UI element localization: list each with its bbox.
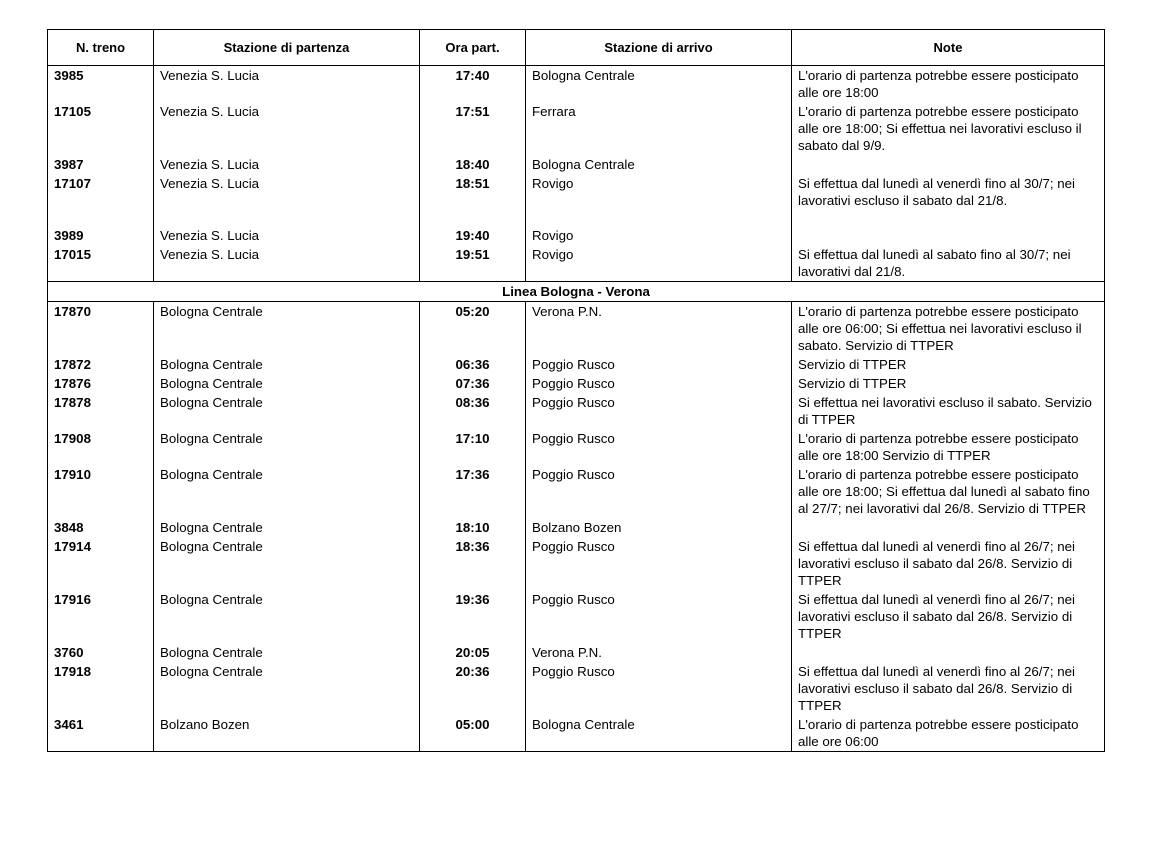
train-row xyxy=(48,465,1105,518)
note xyxy=(792,518,1105,537)
departure-station: Bologna Centrale xyxy=(154,429,420,465)
arrival-station: Rovigo xyxy=(526,226,792,245)
departure-station: Venezia S. Lucia xyxy=(154,245,420,282)
arrival-station: Verona P.N. xyxy=(526,643,792,662)
arrival-station: Bolzano Bozen xyxy=(526,518,792,537)
arrival-station: Poggio Rusco xyxy=(526,537,792,590)
departure-station: Bologna Centrale xyxy=(154,662,420,715)
departure-time: 19:36 xyxy=(420,590,526,643)
train-row xyxy=(48,518,1105,537)
train-row xyxy=(48,662,1105,715)
note: Si effettua dal lunedì al venerdì fino al 26/7; nei lavorativi escluso il sabato dal 26/8. Servizio di TTPER xyxy=(792,662,1105,715)
departure-station: Bologna Centrale xyxy=(154,537,420,590)
note: Si effettua dal lunedì al venerdì fino al 26/7; nei lavorativi escluso il sabato dal 26/8. Servizio di TTPER xyxy=(792,590,1105,643)
header-train-number: N. treno xyxy=(48,30,154,66)
header-row xyxy=(48,30,1105,66)
departure-time: 20:36 xyxy=(420,662,526,715)
train-number: 17918 xyxy=(48,662,154,715)
header-arrival-station: Stazione di arrivo xyxy=(526,30,792,66)
train-row xyxy=(48,590,1105,643)
gap-cell xyxy=(526,210,792,226)
header-departure-time: Ora part. xyxy=(420,30,526,66)
train-number: 17914 xyxy=(48,537,154,590)
note: L'orario di partenza potrebbe essere posticipato alle ore 06:00 xyxy=(792,715,1105,752)
note xyxy=(792,226,1105,245)
train-row xyxy=(48,429,1105,465)
gap-cell xyxy=(792,210,1105,226)
train-number: 3760 xyxy=(48,643,154,662)
note: Si effettua dal lunedì al venerdì fino al 26/7; nei lavorativi escluso il sabato dal 26/8. Servizio di TTPER xyxy=(792,537,1105,590)
departure-station: Venezia S. Lucia xyxy=(154,226,420,245)
arrival-station: Poggio Rusco xyxy=(526,355,792,374)
note: Si effettua dal lunedì al sabato fino al 30/7; nei lavorativi dal 21/8. xyxy=(792,245,1105,282)
arrival-station: Poggio Rusco xyxy=(526,465,792,518)
departure-station: Bologna Centrale xyxy=(154,302,420,356)
note: Si effettua nei lavorativi escluso il sabato. Servizio di TTPER xyxy=(792,393,1105,429)
timetable xyxy=(47,29,1105,752)
train-row xyxy=(48,174,1105,210)
train-number: 3989 xyxy=(48,226,154,245)
departure-time: 18:40 xyxy=(420,155,526,174)
section-bologna-verona xyxy=(48,302,1105,752)
departure-station: Bologna Centrale xyxy=(154,643,420,662)
note: L'orario di partenza potrebbe essere posticipato alle ore 18:00 Servizio di TTPER xyxy=(792,429,1105,465)
departure-time: 06:36 xyxy=(420,355,526,374)
train-number: 3987 xyxy=(48,155,154,174)
note: Servizio di TTPER xyxy=(792,355,1105,374)
departure-time: 17:40 xyxy=(420,66,526,103)
arrival-station: Rovigo xyxy=(526,245,792,282)
arrival-station: Poggio Rusco xyxy=(526,662,792,715)
departure-time: 05:00 xyxy=(420,715,526,752)
note: L'orario di partenza potrebbe essere posticipato alle ore 18:00 xyxy=(792,66,1105,103)
departure-station: Venezia S. Lucia xyxy=(154,66,420,103)
train-number: 17878 xyxy=(48,393,154,429)
departure-station: Bologna Centrale xyxy=(154,518,420,537)
header-notes: Note xyxy=(792,30,1105,66)
arrival-station: Verona P.N. xyxy=(526,302,792,356)
gap-cell xyxy=(420,210,526,226)
departure-station: Venezia S. Lucia xyxy=(154,174,420,210)
train-row xyxy=(48,393,1105,429)
train-number: 3848 xyxy=(48,518,154,537)
gap-cell xyxy=(154,210,420,226)
section-divider xyxy=(48,282,1105,302)
departure-time: 18:10 xyxy=(420,518,526,537)
row-gap xyxy=(48,210,1105,226)
departure-time: 17:36 xyxy=(420,465,526,518)
note: Servizio di TTPER xyxy=(792,374,1105,393)
note: L'orario di partenza potrebbe essere posticipato alle ore 18:00; Si effettua dal lunedì al sabato fino al 27/7; nei lavorativi dal 26/8. Servizio di TTPER xyxy=(792,465,1105,518)
departure-time: 07:36 xyxy=(420,374,526,393)
departure-station: Bologna Centrale xyxy=(154,590,420,643)
train-row xyxy=(48,245,1105,282)
train-number: 17876 xyxy=(48,374,154,393)
header-departure-station: Stazione di partenza xyxy=(154,30,420,66)
departure-time: 19:51 xyxy=(420,245,526,282)
arrival-station: Ferrara xyxy=(526,102,792,155)
train-row xyxy=(48,102,1105,155)
departure-station: Bologna Centrale xyxy=(154,465,420,518)
section-venezia xyxy=(48,66,1105,282)
section-title: Linea Bologna - Verona xyxy=(48,282,1105,302)
departure-station: Bologna Centrale xyxy=(154,374,420,393)
departure-time: 05:20 xyxy=(420,302,526,356)
train-number: 17105 xyxy=(48,102,154,155)
departure-time: 19:40 xyxy=(420,226,526,245)
train-number: 3461 xyxy=(48,715,154,752)
train-number: 17910 xyxy=(48,465,154,518)
note: L'orario di partenza potrebbe essere posticipato alle ore 06:00; Si effettua nei lavorativi escluso il sabato. Servizio di TTPER xyxy=(792,302,1105,356)
train-row xyxy=(48,715,1105,752)
train-number: 17908 xyxy=(48,429,154,465)
train-row xyxy=(48,66,1105,103)
arrival-station: Rovigo xyxy=(526,174,792,210)
train-number: 17916 xyxy=(48,590,154,643)
arrival-station: Bologna Centrale xyxy=(526,155,792,174)
departure-station: Venezia S. Lucia xyxy=(154,155,420,174)
departure-station: Bolzano Bozen xyxy=(154,715,420,752)
departure-time: 17:51 xyxy=(420,102,526,155)
train-number: 17872 xyxy=(48,355,154,374)
arrival-station: Poggio Rusco xyxy=(526,374,792,393)
departure-time: 17:10 xyxy=(420,429,526,465)
arrival-station: Bologna Centrale xyxy=(526,715,792,752)
train-row xyxy=(48,374,1105,393)
note: L'orario di partenza potrebbe essere posticipato alle ore 18:00; Si effettua nei lavorativi escluso il sabato dal 9/9. xyxy=(792,102,1105,155)
departure-time: 20:05 xyxy=(420,643,526,662)
train-number: 17870 xyxy=(48,302,154,356)
train-number: 3985 xyxy=(48,66,154,103)
train-row xyxy=(48,226,1105,245)
gap-cell xyxy=(48,210,154,226)
note xyxy=(792,155,1105,174)
departure-time: 18:51 xyxy=(420,174,526,210)
arrival-station: Poggio Rusco xyxy=(526,429,792,465)
departure-station: Bologna Centrale xyxy=(154,393,420,429)
departure-time: 08:36 xyxy=(420,393,526,429)
train-row xyxy=(48,537,1105,590)
train-row xyxy=(48,155,1105,174)
departure-station: Bologna Centrale xyxy=(154,355,420,374)
arrival-station: Bologna Centrale xyxy=(526,66,792,103)
train-number: 17107 xyxy=(48,174,154,210)
section-title-row xyxy=(48,282,1105,302)
train-number: 17015 xyxy=(48,245,154,282)
note: Si effettua dal lunedì al venerdì fino al 30/7; nei lavorativi escluso il sabato dal 21/8. xyxy=(792,174,1105,210)
train-row xyxy=(48,302,1105,356)
arrival-station: Poggio Rusco xyxy=(526,393,792,429)
arrival-station: Poggio Rusco xyxy=(526,590,792,643)
departure-station: Venezia S. Lucia xyxy=(154,102,420,155)
departure-time: 18:36 xyxy=(420,537,526,590)
train-row xyxy=(48,643,1105,662)
train-row xyxy=(48,355,1105,374)
note xyxy=(792,643,1105,662)
